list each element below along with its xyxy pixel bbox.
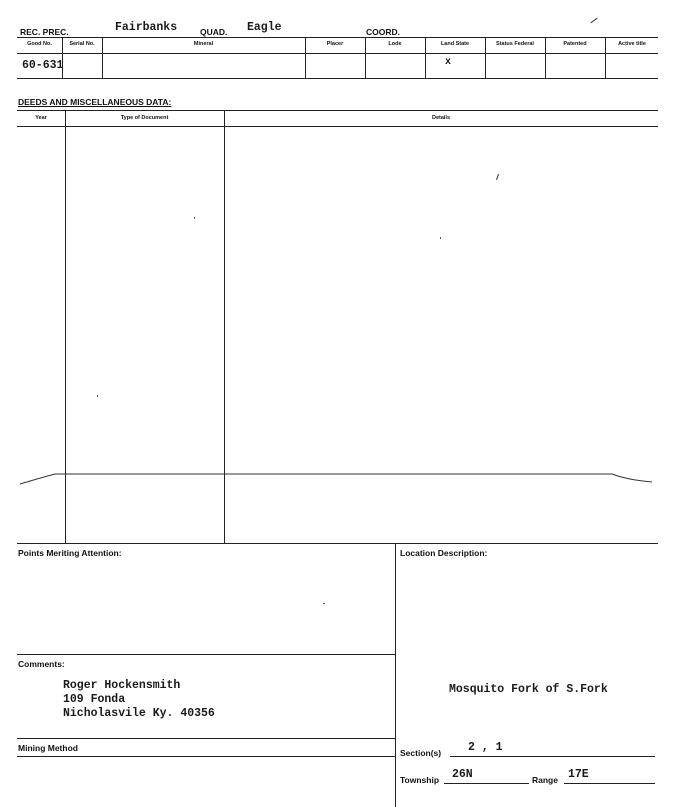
col-serial-no: Serial No. (69, 41, 95, 48)
land-state-value: x (445, 57, 452, 68)
quad-label: QUAD. (200, 27, 228, 37)
location-value: Mosquito Fork of S.Fork (449, 683, 608, 696)
rec-prec-value: Fairbanks (115, 21, 178, 34)
col-active-title: Active title (618, 41, 646, 48)
col-status-federal: Status Federal (496, 41, 534, 48)
quad-value: Eagle (247, 21, 282, 34)
range-field (564, 769, 655, 784)
range-label: Range (532, 775, 558, 785)
stray-mark (194, 217, 195, 219)
col-patented: Patented (563, 41, 587, 48)
comments-label: Comments: (18, 659, 65, 669)
township-value: 26N (452, 768, 473, 781)
col-details: Details (431, 115, 451, 122)
comments-line-3: Nicholasvile Ky. 40356 (63, 707, 215, 720)
section-label: Section(s) (400, 748, 442, 758)
rec-prec-label: REC. PREC. (20, 27, 69, 37)
points-label: Points Meriting Attention: (18, 548, 122, 558)
col-good-no: Good No. (27, 41, 52, 48)
section-value: 2 , 1 (468, 741, 503, 754)
location-label: Location Description: (400, 548, 488, 558)
comments-line-2: 109 Fonda (63, 693, 126, 706)
township-label: Township (400, 775, 440, 785)
col-placer: Placer (326, 41, 344, 48)
col-year: Year (35, 115, 47, 122)
good-no-value: 60-631 (22, 59, 64, 72)
col-type-of-document: Type of Document (120, 115, 169, 122)
comments-line-1: Roger Hockensmith (63, 679, 181, 692)
fold-line (0, 464, 678, 494)
claim-table (17, 37, 658, 79)
stray-mark (323, 603, 325, 604)
coord-label: COORD. (366, 27, 400, 37)
coord-tick-mark (590, 18, 597, 23)
col-lode: Lode (388, 41, 402, 48)
stray-mark (496, 174, 499, 180)
stray-mark (440, 237, 441, 239)
mining-method-label: Mining Method (18, 743, 78, 753)
col-mineral: Mineral (193, 41, 214, 48)
col-land-state: Land State (440, 41, 470, 48)
range-value: 17E (568, 768, 589, 781)
deeds-section-title: DEEDS AND MISCELLANEOUS DATA: (18, 97, 172, 107)
section-field (450, 742, 655, 757)
township-field (444, 769, 529, 784)
stray-mark (97, 395, 98, 397)
deeds-table (0, 108, 678, 544)
